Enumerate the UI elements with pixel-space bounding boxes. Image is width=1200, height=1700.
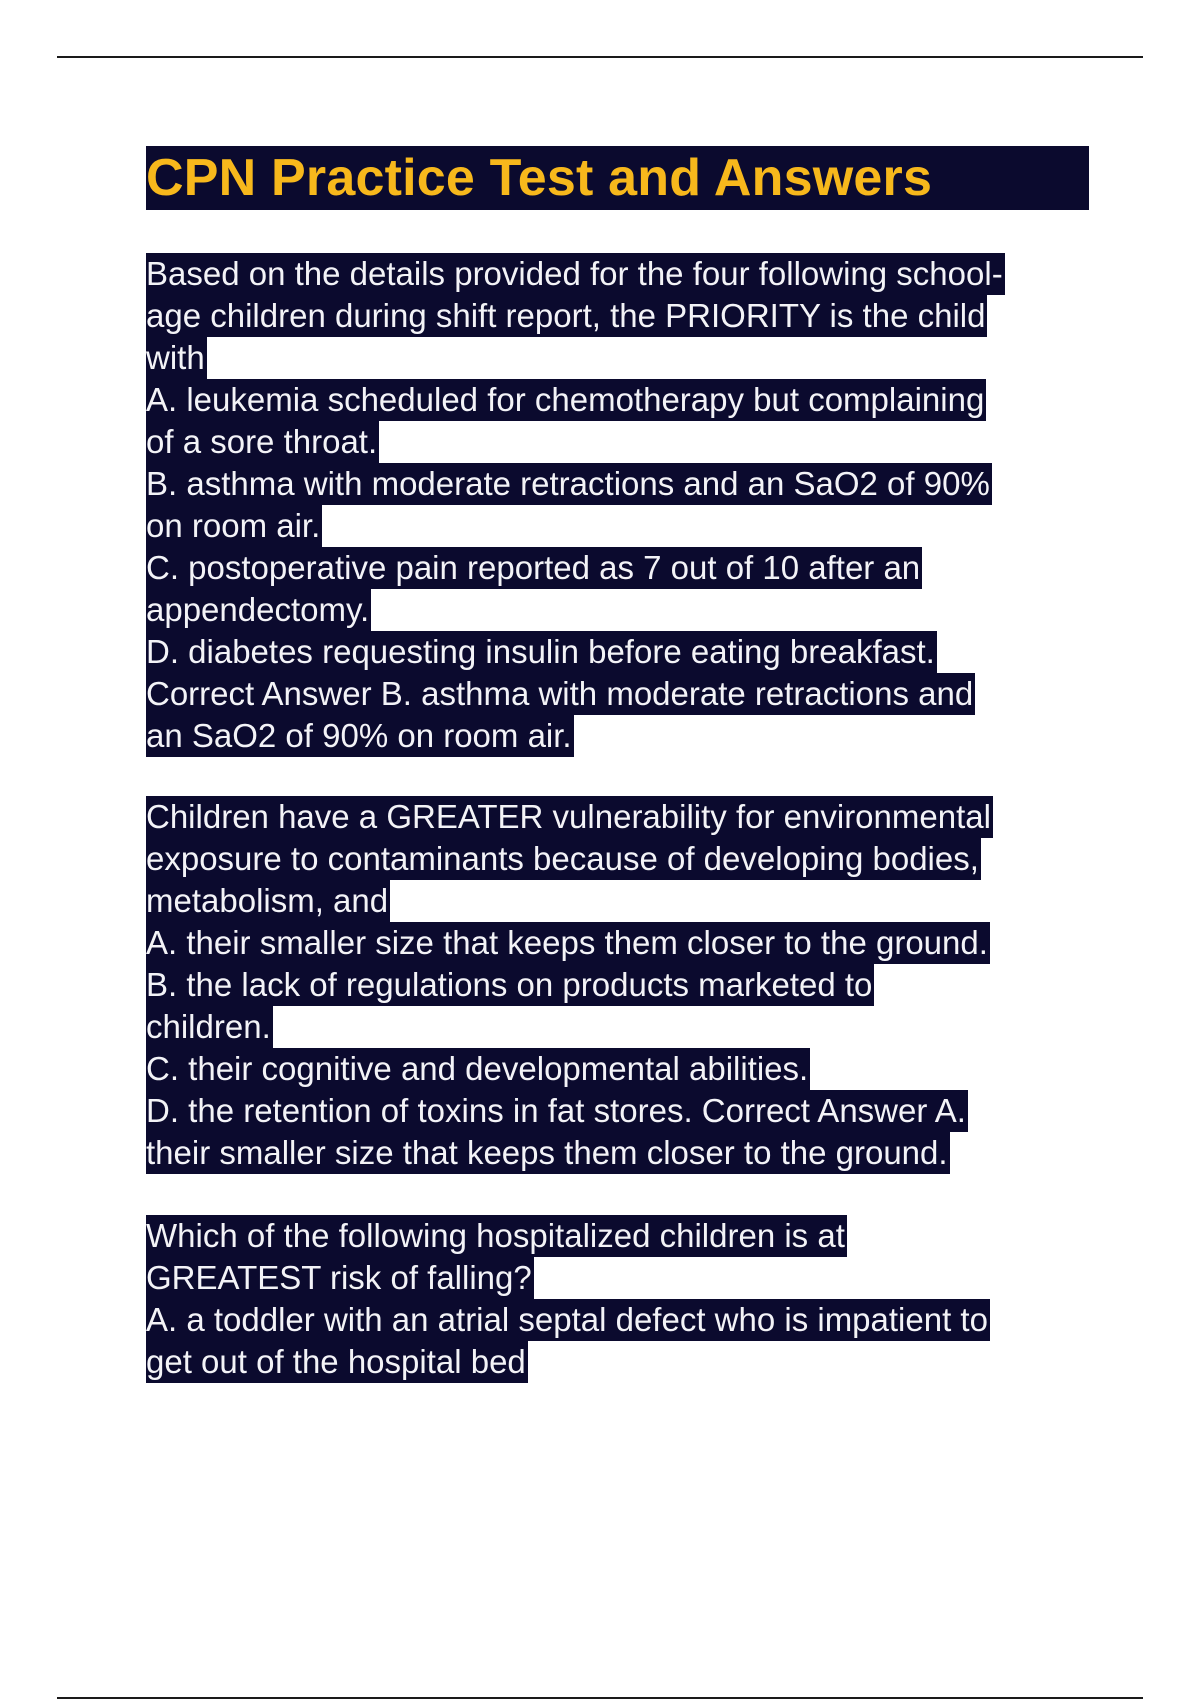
option-c: C. their cognitive and developmental abilities. [146,1048,1086,1090]
header-rule [57,56,1143,58]
text-line: metabolism, and [146,880,1086,922]
text-line: of a sore throat. [146,421,1086,463]
question-block-1 [146,253,1086,757]
text-line: children. [146,1006,1086,1048]
text-line: age children during shift report, the PRIORITY is the child [146,295,1086,337]
option-a: A. leukemia scheduled for chemotherapy but complaining [146,379,1086,421]
text-line: GREATEST risk of falling? [146,1257,1086,1299]
option-b: B. asthma with moderate retractions and an SaO2 of 90% [146,463,1086,505]
document-title: CPN Practice Test and Answers [146,149,933,207]
option-a: A. their smaller size that keeps them closer to the ground. [146,922,1086,964]
text-line: Based on the details provided for the four following school- [146,253,1086,295]
option-b: B. the lack of regulations on products marketed to [146,964,1086,1006]
option-c: C. postoperative pain reported as 7 out of 10 after an [146,547,1086,589]
text-line: an SaO2 of 90% on room air. [146,715,1086,757]
text-line: Children have a GREATER vulnerability for environmental [146,796,1086,838]
option-d: D. diabetes requesting insulin before eating breakfast. [146,631,1086,673]
text-line: get out of the hospital bed [146,1341,1086,1383]
question-block-3 [146,1215,1086,1383]
text-line: Which of the following hospitalized children is at [146,1215,1086,1257]
text-line: exposure to contaminants because of developing bodies, [146,838,1086,880]
text-line: appendectomy. [146,589,1086,631]
correct-answer: Correct Answer B. asthma with moderate retractions and [146,673,1086,715]
question-block-2 [146,796,1086,1174]
text-line: on room air. [146,505,1086,547]
footer-rule [57,1697,1143,1699]
correct-answer: their smaller size that keeps them closer to the ground. [146,1132,1086,1174]
option-a: A. a toddler with an atrial septal defect who is impatient to [146,1299,1086,1341]
text-line: with [146,337,1086,379]
option-d: D. the retention of toxins in fat stores. Correct Answer A. [146,1090,1086,1132]
